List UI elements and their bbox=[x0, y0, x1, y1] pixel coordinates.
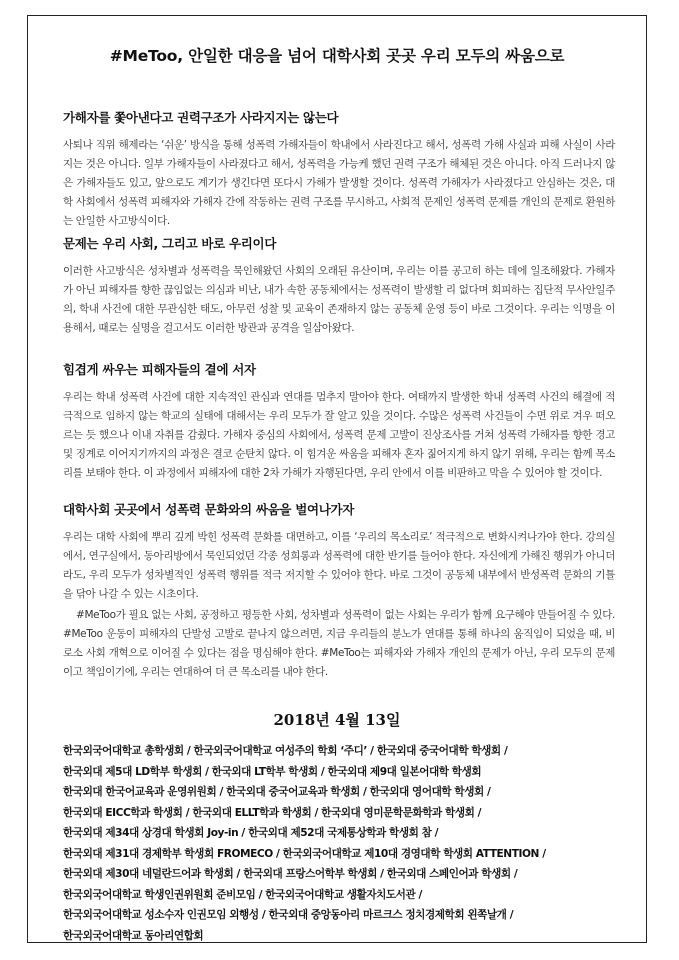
section-4 bbox=[63, 500, 615, 604]
signatory-line: 한국외국어대학교 총학생회 / 한국외국어대학교 여성주의 학회 ‘주디’ / 한국외대 중국어대학 학생회 / bbox=[63, 745, 508, 757]
closing-paragraph: #MeToo가 필요 없는 사회, 공정하고 평등한 사회, 성차별과 성폭력이 없는 사회는 우리가 함께 요구해야 만들어질 수 있다. #MeToo 운동이 피해자의 단발성 고발로 끝나지 않으려면, 지금 우리들의 분노가 연대를 통해 하나의 움직임이 되었을 때, 비로소 사회 개혁으로 이어질 수 있다는 점을 명심해야 한다. #MeToo는 피해자와 가해자 개인의 문제가 아닌, 우리 모두의 문제이고 책임이기에, 우리는 연대하여 더 큰 목소리를 내야 한다. bbox=[63, 609, 615, 678]
section-heading: 문제는 우리 사회, 그리고 바로 우리이다 bbox=[63, 236, 277, 251]
signatory-list bbox=[63, 741, 623, 946]
signatory-line: 한국외대 한국어교육과 운영위원회 / 한국외대 중국어교육과 학생회 / 한국외대 영어대학 학생회 / bbox=[63, 786, 491, 798]
section-3 bbox=[63, 360, 615, 483]
section-heading: 힘겹게 싸우는 피해자들의 곁에 서자 bbox=[63, 362, 256, 377]
statement-date: 2018년 4월 13일 bbox=[273, 711, 401, 729]
document-frame bbox=[27, 15, 647, 943]
signatory-line: 한국외국어대학교 동아리연합회 bbox=[63, 929, 204, 942]
section-heading: 가해자를 쫓아낸다고 권력구조가 사라지지는 않는다 bbox=[63, 110, 339, 125]
signatory-line: 한국외대 제5대 LD학부 학생회 / 한국외대 LT학부 학생회 / 한국외대 제9대 일본어대학 학생회 bbox=[63, 765, 482, 778]
section-paragraph: 우리는 대학 사회에 뿌리 깊게 박힌 성폭력 문화를 대면하고, 이를 ‘우리의 목소리로’ 적극적으로 변화시켜나가야 한다. 강의실에서, 연구실에서, 동아리방에서 묵인되었던 각종 성희롱과 성폭력에 대한 반기를 들어야 한다. 자신에게 가해진 행위가 아니더라도, 우리 모두가 성차별적인 성폭력 행위를 적극 저지할 수 있어야 한다. 바로 그것이 공동체 내부에서 반성폭력 문화의 기틀을 닦아 나갈 수 있는 시초이다. bbox=[63, 531, 615, 600]
section-paragraph: 우리는 학내 성폭력 사건에 대한 지속적인 관심과 연대를 멈추지 말아야 한다. 여태까지 발생한 학내 성폭력 사건의 해결에 적극적으로 임하지 않는 학교의 실태에 대해서는 우리 모두가 잘 알고 있을 것이다. 수많은 성폭력 사건들이 수면 위로 겨우 떠오르는 듯 했으나 이내 자취를 감췄다. 가해자 중심의 사회에서, 성폭력 문제 고발이 진상조사를 거쳐 성폭력 가해자를 향한 경고 및 징계로 이어지기까지의 과정은 결코 순탄치 않다. 이 힘겨운 싸움을 피해자 혼자 짊어지게 하지 않기 위해, 우리는 함께 목소리를 보태야 한다. 이 과정에서 피해자에 대한 2차 가해가 자행된다면, 우리 안에서 이를 비판하고 막을 수 있어야 할 것이다. bbox=[63, 391, 615, 479]
section-paragraph: 사퇴나 직위 해제라는 ‘쉬운’ 방식을 통해 성폭력 가해자들이 학내에서 사라진다고 해서, 성폭력 가해 사실과 피해 사실이 사라지는 것은 아니다. 일부 가해자들이 사라졌다고 해서, 성폭력을 가능케 했던 권력 구조가 해체된 것은 아니다. 아직 드러나지 않은 가해자들도 있고, 앞으로도 계기가 생긴다면 또다시 가해가 발생할 것이다. 성폭력 가해자가 사라졌다고 안심하는 것은, 대학 사회에서 성폭력 피해자와 가해자 간에 작동하는 권력 구조를 무시하고, 사회적 문제인 성폭력 문제를 개인의 문제로 환원하는 안일한 사고방식이다. bbox=[63, 139, 615, 227]
section-1 bbox=[63, 108, 615, 231]
signatory-line: 한국외대 제31대 경제학부 학생회 FROMECO / 한국외국어대학교 제10대 경영대학 학생회 ATTENTION / bbox=[63, 847, 546, 860]
closing-section bbox=[63, 606, 615, 682]
signatory-line: 한국외대 제30대 네덜란드어과 학생회 / 한국외대 프랑스어학부 학생회 / 한국외대 스페인어과 학생회 / bbox=[63, 868, 518, 880]
signatory-line: 한국외대 제34대 상경대 학생회 Joy-in / 한국외대 제52대 국제통상학과 학생회 참 / bbox=[63, 827, 439, 839]
section-heading: 대학사회 곳곳에서 성폭력 문화와의 싸움을 벌여나가자 bbox=[63, 502, 355, 517]
section-paragraph: 이러한 사고방식은 성차별과 성폭력을 묵인해왔던 사회의 오래된 유산이며, 우리는 이를 공고히 하는 데에 일조해왔다. 가해자가 아닌 피해자를 향한 끊임없는 의심과 비난, 내가 속한 공동체에서는 성폭력이 발생할 리 없다며 회피하는 집단적 무사안일주의, 학내 사건에 대한 무관심한 태도, 아무런 성찰 및 교육이 존재하지 않는 공동체 운영 등이 바로 그것이다. 우리는 익명을 이용해서, 때로는 실명을 걸고서도 이러한 방관과 공격을 일삼아왔다. bbox=[63, 265, 615, 334]
signatory-line: 한국외국어대학교 성소수자 인권모임 외행성 / 한국외대 중앙동아리 마르크스 정치경제학회 왼쪽날개 / bbox=[63, 909, 514, 921]
section-2 bbox=[63, 234, 615, 338]
signatory-line: 한국외대 EICC학과 학생회 / 한국외대 ELLT학과 학생회 / 한국외대 영미문학문화학과 학생회 / bbox=[63, 806, 482, 819]
signatory-line: 한국외국어대학교 학생인권위원회 준비모임 / 한국외국어대학교 생활자치도서관 / bbox=[63, 888, 422, 901]
document-title: #MeToo, 안일한 대응을 넘어 대학사회 곳곳 우리 모두의 싸움으로 bbox=[109, 47, 565, 65]
